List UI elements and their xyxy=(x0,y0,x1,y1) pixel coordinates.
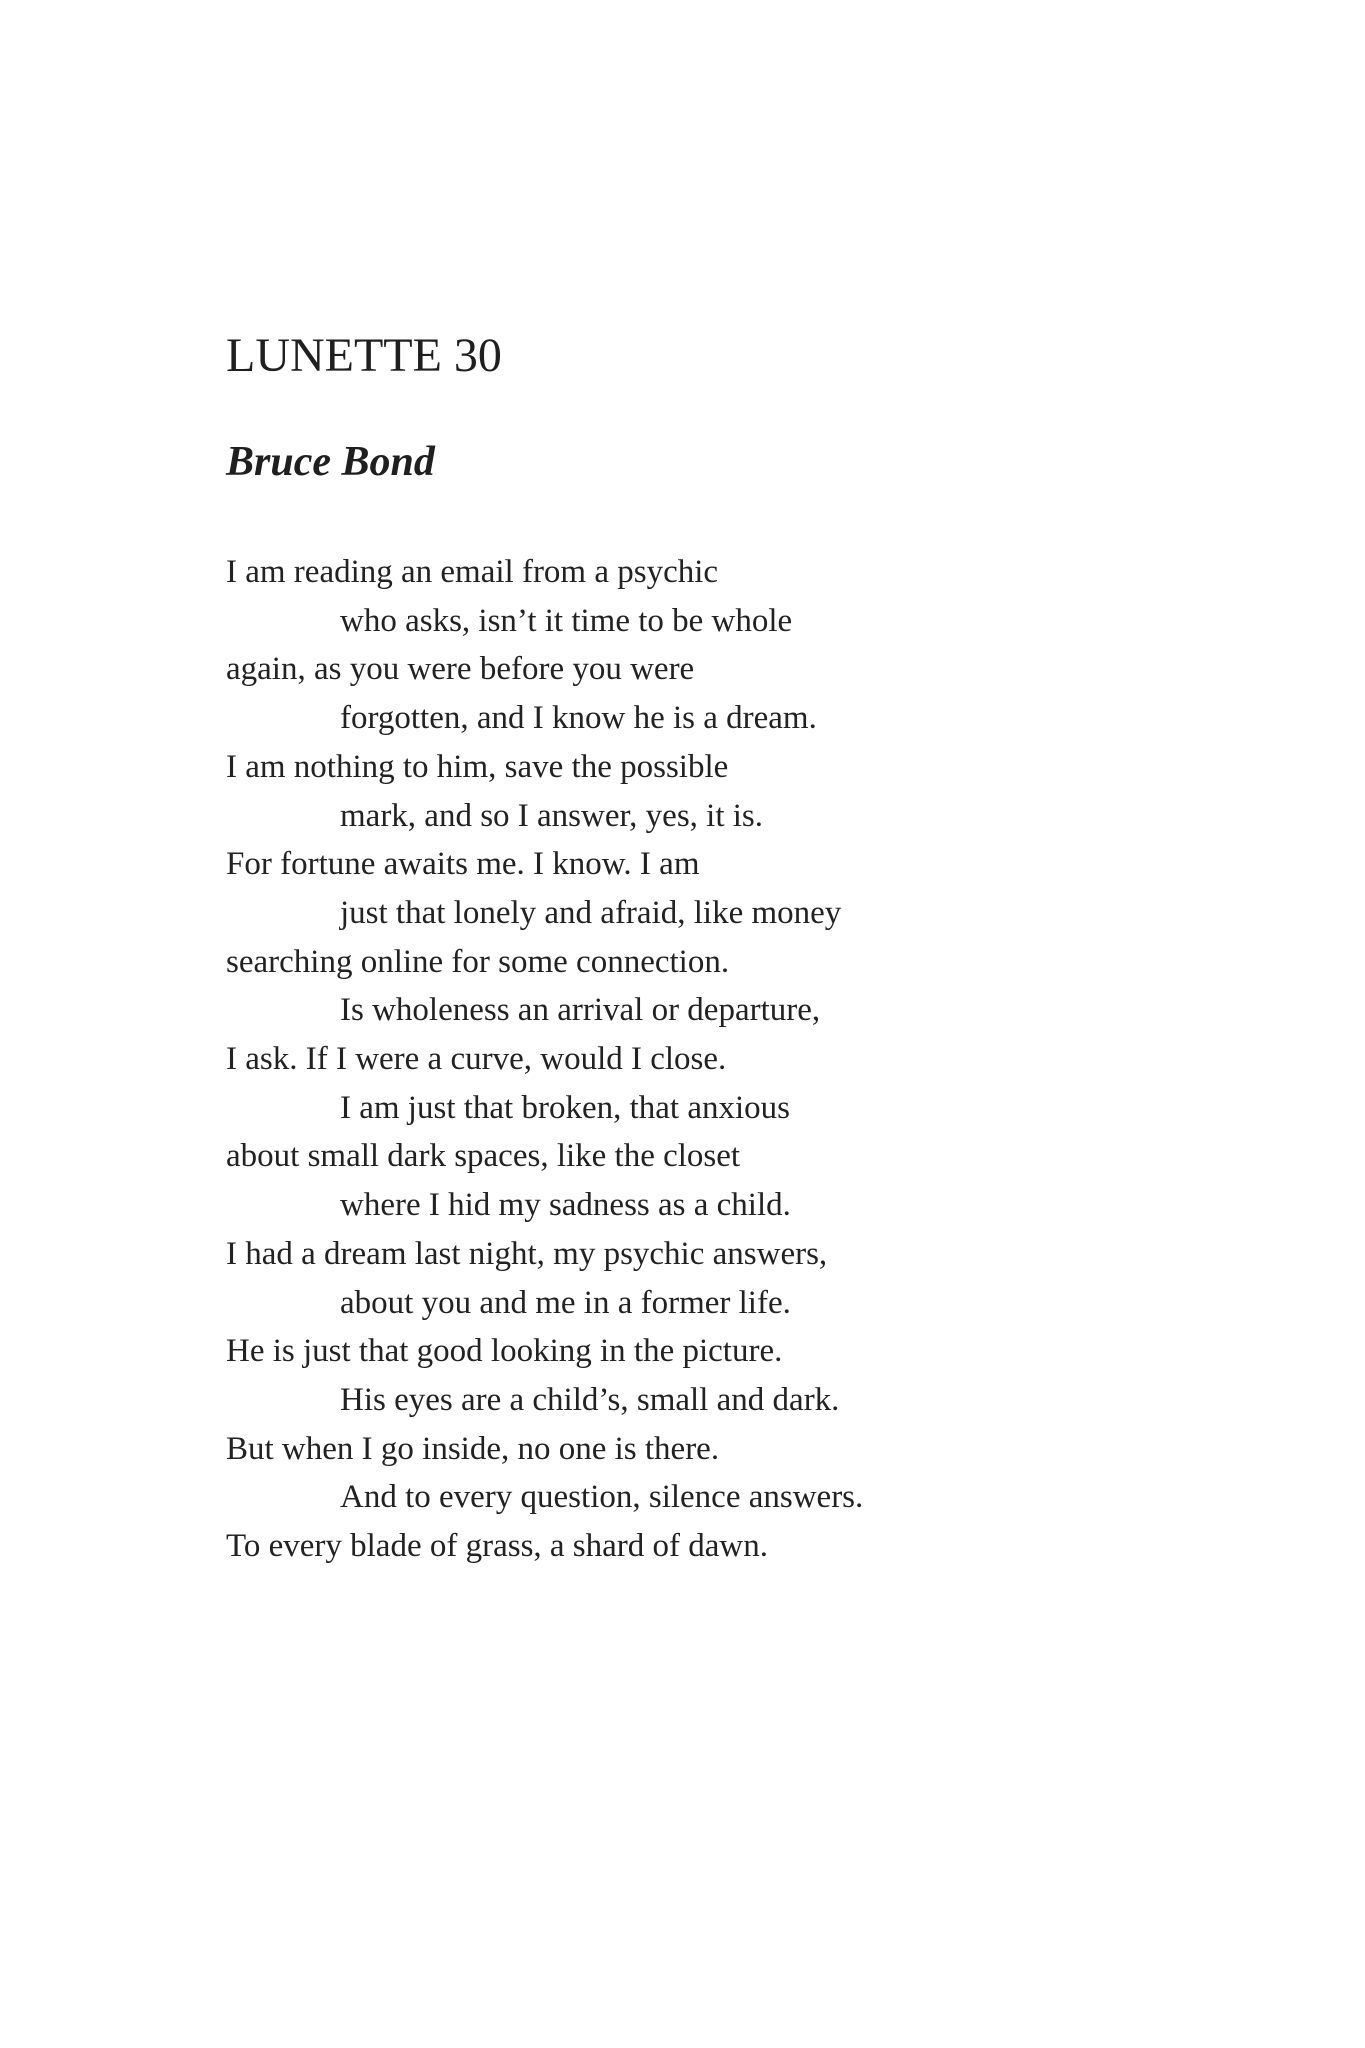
poem-author: Bruce Bond xyxy=(226,439,435,485)
poem-line: I am nothing to him, save the possible xyxy=(226,748,729,785)
poem-body xyxy=(226,548,1276,1571)
poem-line: But when I go inside, no one is there. xyxy=(226,1430,720,1467)
poem-line: just that lonely and afraid, like money xyxy=(340,894,842,931)
poem-line: For fortune awaits me. I know. I am xyxy=(226,846,700,883)
poem-line: who asks, isn’t it time to be whole xyxy=(340,602,793,639)
poem-line: where I hid my sadness as a child. xyxy=(340,1187,791,1224)
poem-line: searching online for some connection. xyxy=(226,943,730,980)
poem-line: I had a dream last night, my psychic answers, xyxy=(226,1235,828,1272)
poem-line: again, as you were before you were xyxy=(226,651,695,688)
poem-line: forgotten, and I know he is a dream. xyxy=(340,700,817,737)
poem-title: LUNETTE 30 xyxy=(226,329,502,382)
poem-line: His eyes are a child’s, small and dark. xyxy=(340,1381,840,1418)
poem-line: Is wholeness an arrival or departure, xyxy=(340,992,821,1029)
poem-line: I ask. If I were a curve, would I close. xyxy=(226,1041,727,1078)
poem-line: I am reading an email from a psychic xyxy=(226,554,719,590)
poem-line: He is just that good looking in the picture. xyxy=(226,1333,783,1370)
poem-line: I am just that broken, that anxious xyxy=(340,1089,790,1126)
poem-line: To every blade of grass, a shard of dawn. xyxy=(226,1528,769,1565)
poem-line: about you and me in a former life. xyxy=(340,1284,791,1321)
poem-line: mark, and so I answer, yes, it is. xyxy=(340,797,764,834)
poem-line: And to every question, silence answers. xyxy=(340,1479,864,1516)
poem-line: about small dark spaces, like the closet xyxy=(226,1138,741,1175)
